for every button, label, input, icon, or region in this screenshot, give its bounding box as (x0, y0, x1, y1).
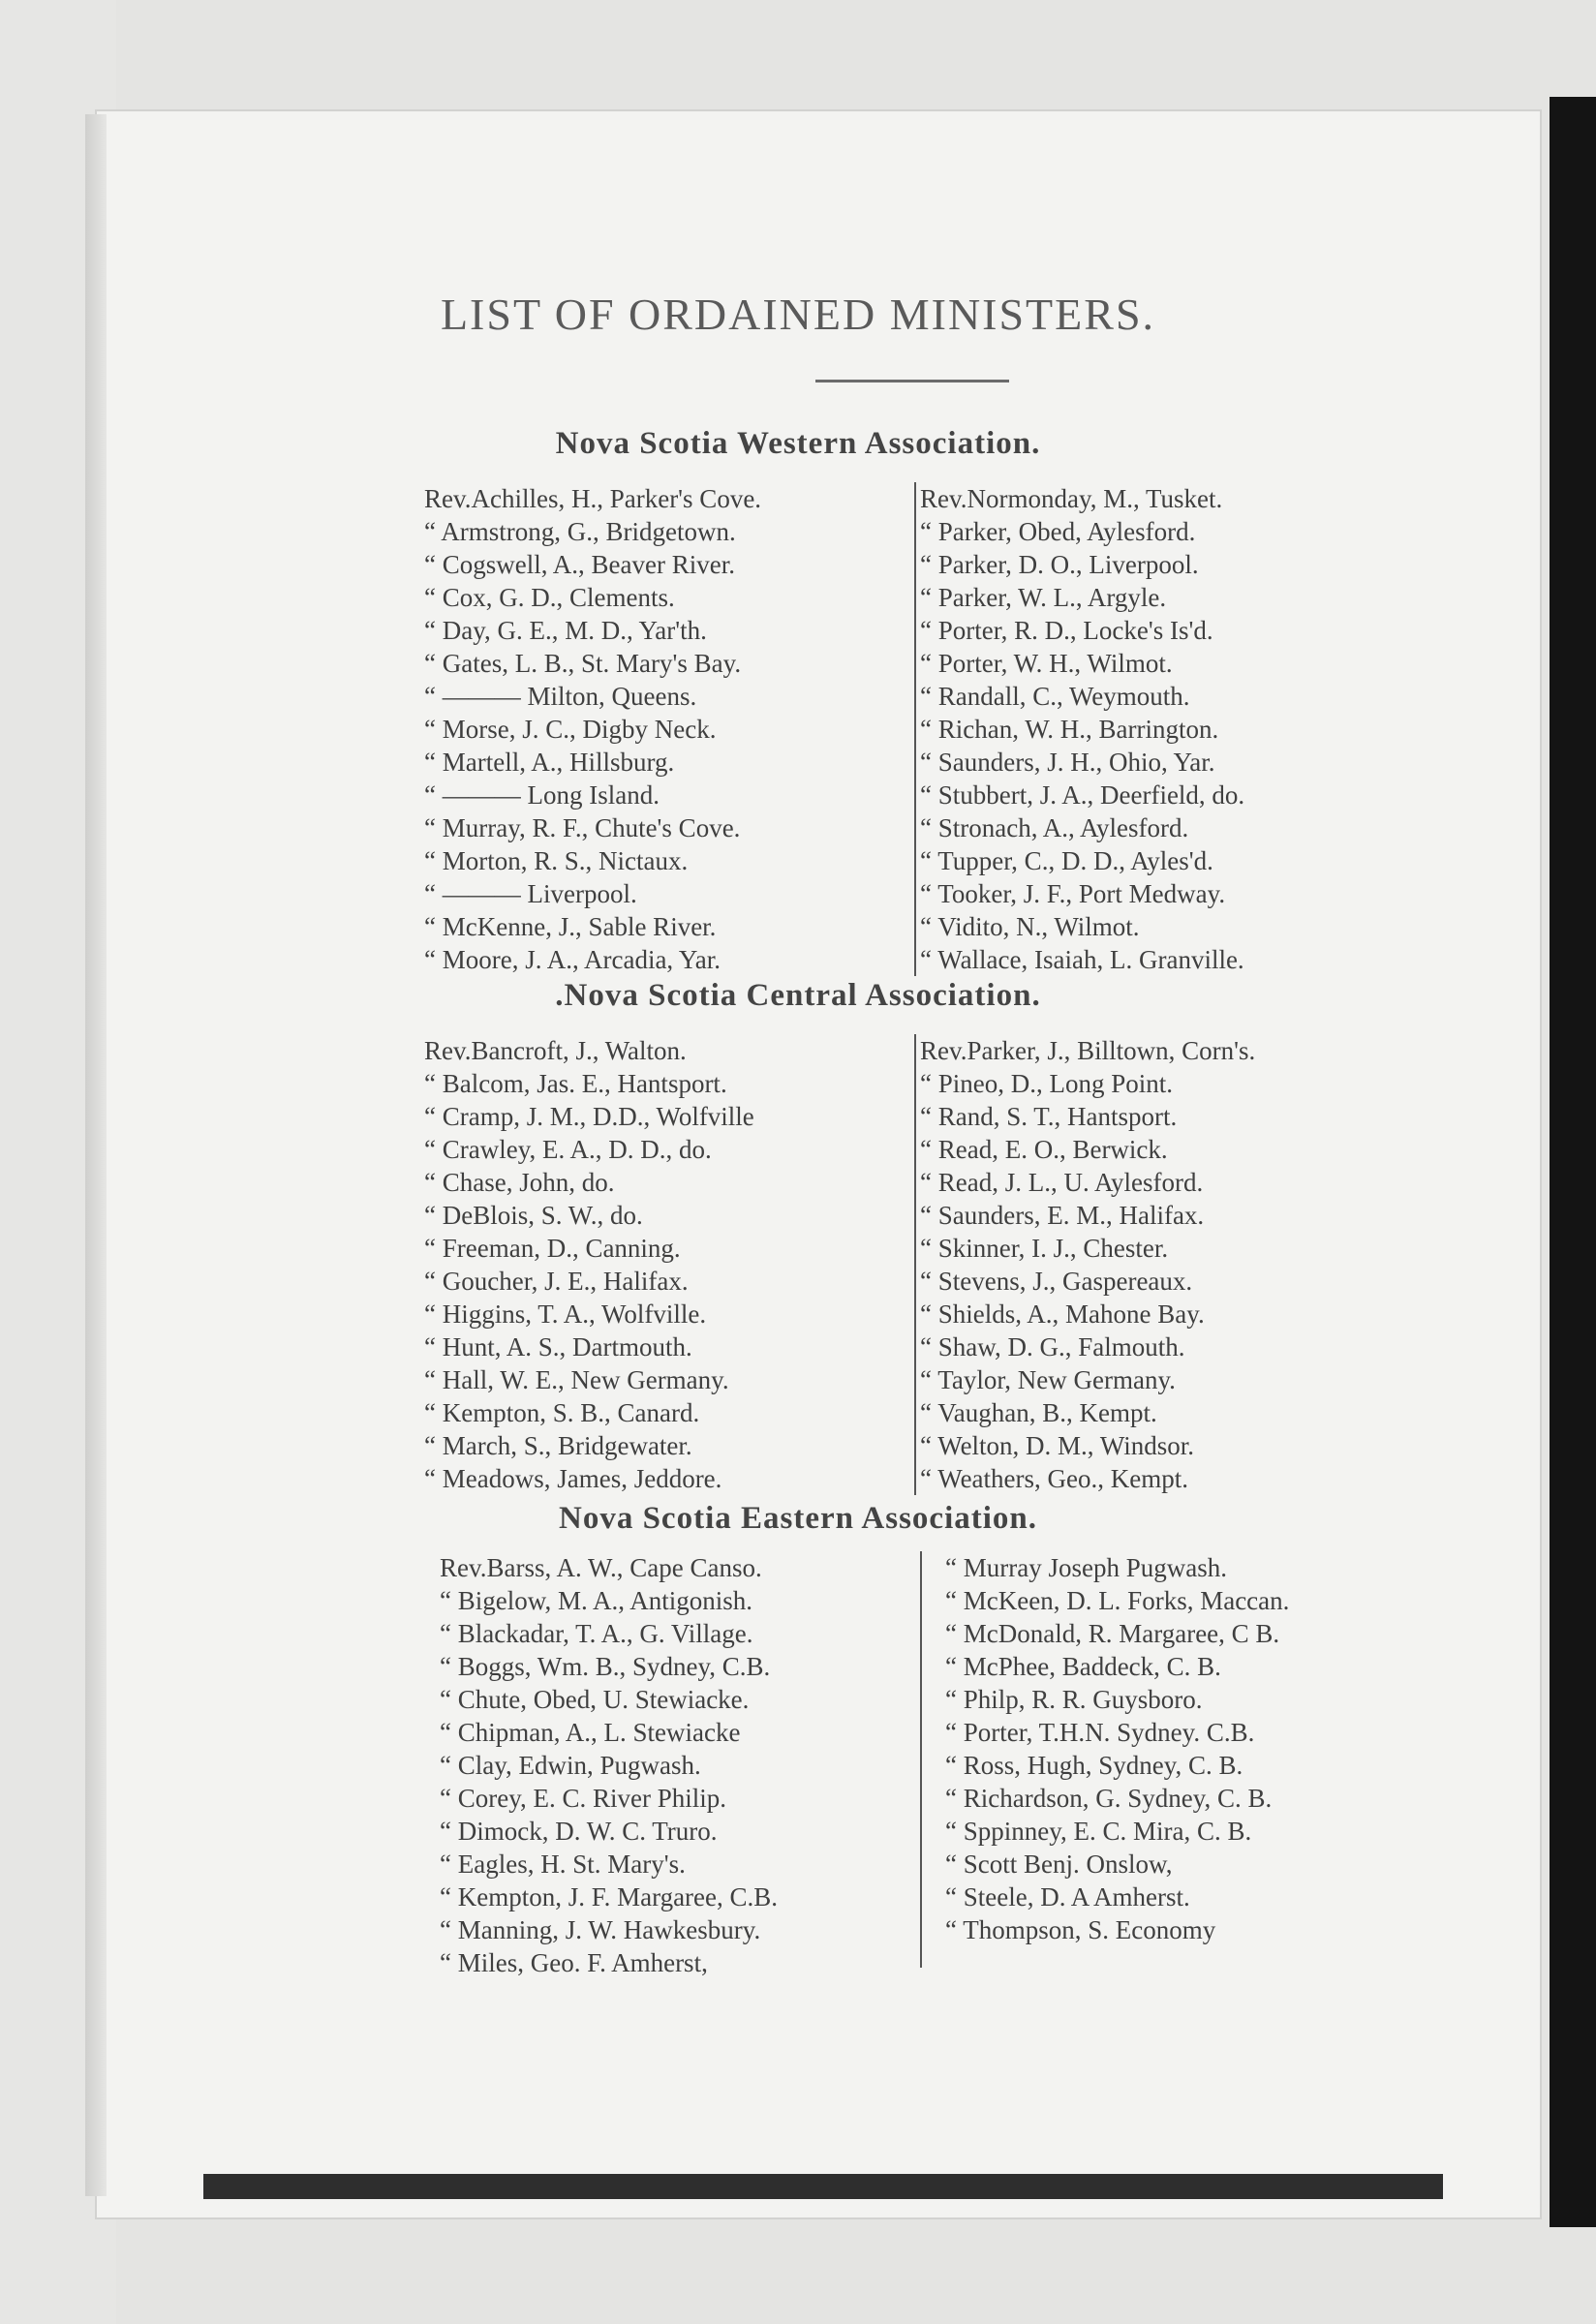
list-item: “ Stevens, J., Gaspereaux. (920, 1267, 1193, 1296)
list-item: “ Richardson, G. Sydney, C. B. (945, 1784, 1273, 1813)
list-item: “ Chase, John, do. (424, 1168, 615, 1197)
list-item: “ Meadows, James, Jeddore. (424, 1464, 722, 1493)
list-item: “ Crawley, E. A., D. D., do. (424, 1135, 712, 1164)
list-item: “ Taylor, New Germany. (920, 1365, 1176, 1394)
list-item: “ Morse, J. C., Digby Neck. (424, 715, 717, 744)
list-item: “ Tooker, J. F., Port Medway. (920, 879, 1226, 908)
adjacent-page-edge (1550, 97, 1596, 2227)
list-item: “ Gates, L. B., St. Mary's Bay. (424, 649, 742, 678)
list-item: “ Parker, D. O., Liverpool. (920, 550, 1199, 579)
eastern-right-column (945, 1551, 1289, 1946)
list-item: “ Porter, R. D., Locke's Is'd. (920, 616, 1213, 645)
list-item: “ Kempton, S. B., Canard. (424, 1398, 700, 1427)
list-item: “ Armstrong, G., Bridgetown. (424, 517, 736, 546)
list-item: “ Saunders, E. M., Halifax. (920, 1201, 1205, 1230)
column-divider (914, 482, 916, 976)
list-item: “ Murray Joseph Pugwash. (945, 1553, 1227, 1582)
western-right-column (920, 482, 1244, 976)
list-item: “ Morton, R. S., Nictaux. (424, 846, 689, 875)
list-item: “ Day, G. E., M. D., Yar'th. (424, 616, 707, 645)
list-item: Rev.Barss, A. W., Cape Canso. (440, 1553, 762, 1582)
list-item: “ Welton, D. M., Windsor. (920, 1431, 1194, 1460)
list-item: “ Parker, Obed, Aylesford. (920, 517, 1196, 546)
list-item: “ Steele, D. A Amherst. (945, 1882, 1190, 1911)
page-bottom-edge (203, 2174, 1443, 2199)
list-item: “ Stronach, A., Aylesford. (920, 813, 1189, 842)
list-item: Rev.Normonday, M., Tusket. (920, 484, 1223, 513)
western-left-column (424, 482, 761, 976)
list-item: “ Wallace, Isaiah, L. Granville. (920, 945, 1244, 974)
list-item: “ Parker, W. L., Argyle. (920, 583, 1167, 612)
section-heading-western: Nova Scotia Western Association. (555, 426, 1041, 461)
list-item: “ Chipman, A., L. Stewiacke (440, 1718, 741, 1747)
list-item: “ ——— Milton, Queens. (424, 682, 697, 711)
list-item: “ Goucher, J. E., Halifax. (424, 1267, 689, 1296)
list-item: Rev.Bancroft, J., Walton. (424, 1036, 687, 1065)
list-item: “ Porter, T.H.N. Sydney. C.B. (945, 1718, 1255, 1747)
title-rule (815, 380, 1009, 382)
list-item: “ Cramp, J. M., D.D., Wolfville (424, 1102, 754, 1131)
list-item: “ ——— Liverpool. (424, 879, 637, 908)
list-item: “ Dimock, D. W. C. Truro. (440, 1817, 718, 1846)
central-right-column (920, 1034, 1255, 1495)
list-item: “ Thompson, S. Economy (945, 1915, 1216, 1944)
list-item: “ Cogswell, A., Beaver River. (424, 550, 735, 579)
column-divider (920, 1551, 922, 1968)
section-heading-eastern: Nova Scotia Eastern Association. (559, 1501, 1037, 1536)
list-item: Rev.Achilles, H., Parker's Cove. (424, 484, 762, 513)
list-item: “ Eagles, H. St. Mary's. (440, 1850, 686, 1879)
list-item: “ Shaw, D. G., Falmouth. (920, 1332, 1185, 1361)
list-item: “ DeBlois, S. W., do. (424, 1201, 643, 1230)
list-item: “ Rand, S. T., Hantsport. (920, 1102, 1178, 1131)
list-item: Rev.Parker, J., Billtown, Corn's. (920, 1036, 1256, 1065)
list-item: “ Manning, J. W. Hawkesbury. (440, 1915, 761, 1944)
list-item: “ Saunders, J. H., Ohio, Yar. (920, 748, 1215, 777)
list-item: “ Scott Benj. Onslow, (945, 1850, 1173, 1879)
list-item: “ Weathers, Geo., Kempt. (920, 1464, 1188, 1493)
list-item: “ Vaughan, B., Kempt. (920, 1398, 1157, 1427)
list-item: “ Stubbert, J. A., Deerfield, do. (920, 780, 1245, 810)
list-item: “ Ross, Hugh, Sydney, C. B. (945, 1751, 1243, 1780)
eastern-left-column (440, 1551, 778, 1979)
list-item: “ Porter, W. H., Wilmot. (920, 649, 1173, 678)
list-item: “ Boggs, Wm. B., Sydney, C.B. (440, 1652, 771, 1681)
list-item: “ Hunt, A. S., Dartmouth. (424, 1332, 692, 1361)
list-item: “ Kempton, J. F. Margaree, C.B. (440, 1882, 779, 1911)
list-item: “ McPhee, Baddeck, C. B. (945, 1652, 1221, 1681)
list-item: “ Murray, R. F., Chute's Cove. (424, 813, 741, 842)
column-divider (914, 1034, 916, 1495)
list-item: “ Vidito, N., Wilmot. (920, 912, 1140, 941)
list-item: “ Bigelow, M. A., Antigonish. (440, 1586, 753, 1615)
list-item: “ Corey, E. C. River Philip. (440, 1784, 726, 1813)
list-item: “ Higgins, T. A., Wolfville. (424, 1300, 707, 1329)
list-item: “ Read, J. L., U. Aylesford. (920, 1168, 1204, 1197)
list-item: “ Cox, G. D., Clements. (424, 583, 675, 612)
list-item: “ McKenne, J., Sable River. (424, 912, 717, 941)
list-item: “ Read, E. O., Berwick. (920, 1135, 1168, 1164)
list-item: “ Randall, C., Weymouth. (920, 682, 1190, 711)
list-item: “ Miles, Geo. F. Amherst, (440, 1948, 708, 1977)
list-item: “ Balcom, Jas. E., Hantsport. (424, 1069, 727, 1098)
central-left-column (424, 1034, 754, 1495)
list-item: “ ——— Long Island. (424, 780, 660, 810)
list-item: “ Richan, W. H., Barrington. (920, 715, 1219, 744)
section-heading-central: .Nova Scotia Central Association. (555, 978, 1041, 1013)
list-item: “ Skinner, I. J., Chester. (920, 1234, 1169, 1263)
list-item: “ Clay, Edwin, Pugwash. (440, 1751, 701, 1780)
list-item: “ Chute, Obed, U. Stewiacke. (440, 1685, 750, 1714)
list-item: “ Moore, J. A., Arcadia, Yar. (424, 945, 721, 974)
list-item: “ Freeman, D., Canning. (424, 1234, 681, 1263)
list-item: “ Blackadar, T. A., G. Village. (440, 1619, 753, 1648)
list-item: “ Tupper, C., D. D., Ayles'd. (920, 846, 1213, 875)
list-item: “ Philp, R. R. Guysboro. (945, 1685, 1203, 1714)
page-title: LIST OF ORDAINED MINISTERS. (440, 290, 1156, 339)
list-item: “ McDonald, R. Margaree, C B. (945, 1619, 1280, 1648)
list-item: “ Hall, W. E., New Germany. (424, 1365, 729, 1394)
list-item: “ Shields, A., Mahone Bay. (920, 1300, 1205, 1329)
list-item: “ Pineo, D., Long Point. (920, 1069, 1173, 1098)
list-item: “ Martell, A., Hillsburg. (424, 748, 675, 777)
list-item: “ McKeen, D. L. Forks, Maccan. (945, 1586, 1290, 1615)
list-item: “ March, S., Bridgewater. (424, 1431, 692, 1460)
list-item: “ Sppinney, E. C. Mira, C. B. (945, 1817, 1252, 1846)
